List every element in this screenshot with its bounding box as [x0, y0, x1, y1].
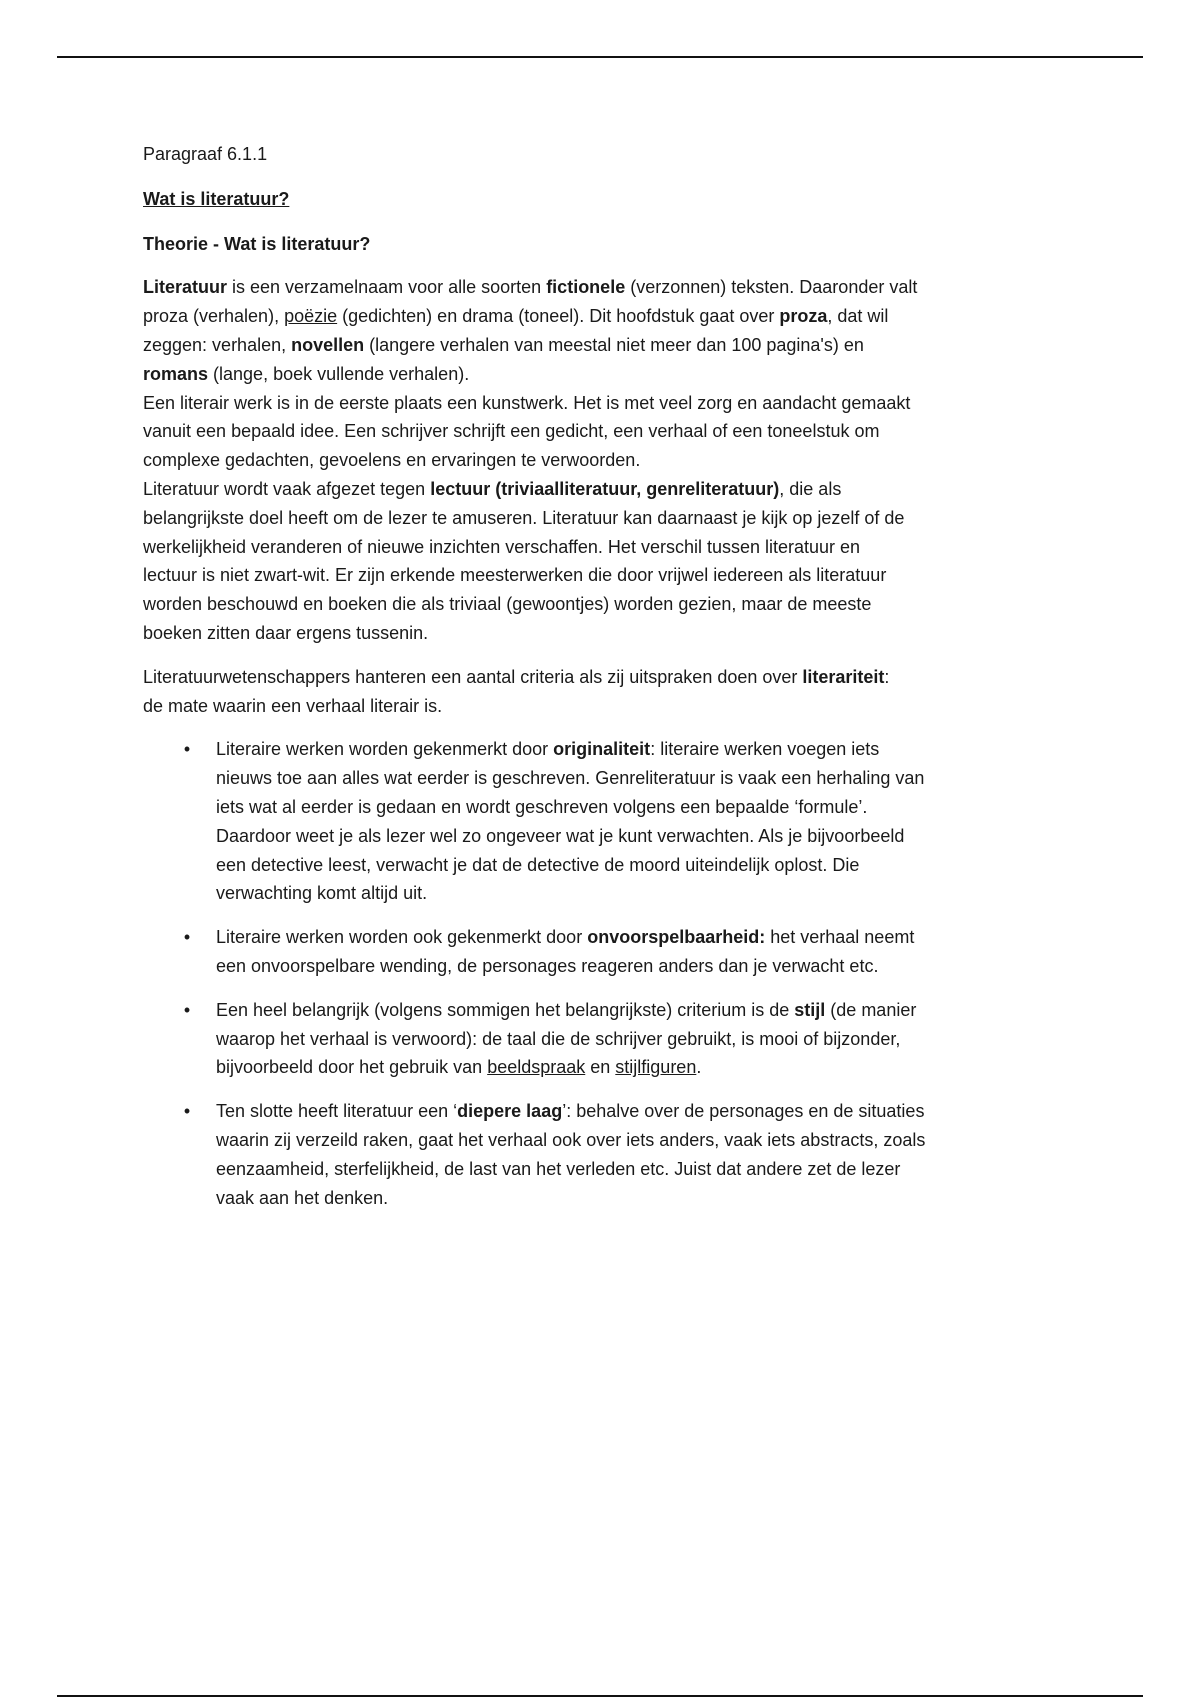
text-line: Een literair werk is in de eerste plaats een kunstwerk. Het is met veel zorg en aandacht gemaakt [143, 392, 911, 413]
text-run: (verzonnen) teksten. Daaronder valt [625, 277, 918, 298]
text-line [216, 1097, 1063, 1126]
criteria-intro-paragraph [143, 663, 1063, 721]
term-romans: romans [143, 363, 209, 384]
header-rule [57, 56, 1143, 58]
text-run: is een verzamelnaam voor alle soorten [227, 277, 547, 298]
term-literatuur: Literatuur [143, 277, 228, 298]
text-run: Ten slotte heeft literatuur een ‘ [216, 1101, 458, 1122]
text-run: , dat wil [827, 306, 889, 327]
term-onvoorspelbaarheid: onvoorspelbaarheid: [587, 927, 766, 948]
text-run: en [585, 1057, 616, 1078]
text-run: : [884, 666, 890, 687]
footer-rule [57, 1695, 1143, 1697]
list-item-stijl [143, 996, 1063, 1082]
text-line [143, 360, 1063, 389]
text-line: Daardoor weet je als lezer wel zo ongeveer wat je kunt verwachten. Als je bijvoorbeeld [216, 825, 905, 846]
text-line [216, 996, 1063, 1025]
term-diepere-laag: diepere laag [457, 1101, 563, 1122]
term-stijl: stijl [794, 999, 826, 1020]
text-line [143, 331, 1063, 360]
text-line: de mate waarin een verhaal literair is. [143, 695, 443, 716]
text-run: . [696, 1057, 702, 1078]
text-run: (gedichten) en drama (toneel). Dit hoofdstuk gaat over [337, 306, 780, 327]
bullet-icon: • [183, 999, 191, 1020]
text-line: boeken zitten daar ergens tussenin. [143, 622, 429, 643]
text-run: zeggen: verhalen, [143, 334, 292, 355]
text-line [216, 1053, 1063, 1082]
text-line: vaak aan het denken. [216, 1187, 389, 1208]
term-originaliteit: originaliteit [553, 739, 651, 760]
text-run: (langere verhalen van meestal niet meer dan 100 pagina's) en [364, 334, 864, 355]
text-run: Literaire werken worden gekenmerkt door [216, 739, 554, 760]
document-body [143, 140, 1063, 1227]
text-line [143, 302, 1063, 331]
text-line [216, 923, 1063, 952]
text-line: verwachting komt altijd uit. [216, 883, 428, 904]
text-run: : literaire werken voegen iets [650, 739, 880, 760]
text-line: een detective leest, verwacht je dat de detective de moord uiteindelijk oplost. Die [216, 854, 860, 875]
bullet-icon: • [183, 927, 191, 948]
bullet-icon: • [183, 1101, 191, 1122]
text-line: complexe gedachten, gevoelens en ervaringen te verwoorden. [143, 450, 641, 471]
text-run: Literaire werken worden ook gekenmerkt door [216, 927, 588, 948]
text-line: nieuws toe aan alles wat eerder is geschreven. Genreliteratuur is vaak een herhaling van [216, 768, 925, 789]
text-line: eenzaamheid, sterfelijkheid, de last van het verleden etc. Juist dat andere zet de lezer [216, 1158, 901, 1179]
text-line [143, 475, 1063, 504]
text-line: iets wat al eerder is gedaan en wordt geschreven volgens een bepaalde ‘formule’. [216, 796, 868, 817]
text-line: waarop het verhaal is verwoord): de taal die de schrijver gebruikt, is mooi of bijzonder, [216, 1028, 901, 1049]
bullet-icon: • [183, 739, 191, 760]
list-item-diepere-laag [143, 1097, 1063, 1212]
text-run: proza (verhalen), [143, 306, 285, 327]
term-lectuur: lectuur (triviaalliteratuur, genreliteratuur) [430, 478, 780, 499]
text-line: waarin zij verzeild raken, gaat het verhaal ook over iets anders, vaak iets abstracts, zoals [216, 1129, 926, 1150]
text-run: ’: behalve over de personages en de situaties [562, 1101, 925, 1122]
text-line [143, 663, 1063, 692]
criteria-list [143, 735, 1063, 1212]
link-stijlfiguren[interactable]: stijlfiguren [615, 1057, 697, 1078]
text-line [216, 735, 1063, 764]
link-beeldspraak[interactable]: beeldspraak [487, 1057, 586, 1078]
section-subtitle: Theorie - Wat is literatuur? [143, 233, 371, 254]
text-line: lectuur is niet zwart-wit. Er zijn erkende meesterwerken die door vrijwel iedereen als literatuur [143, 565, 887, 586]
text-run: (lange, boek vullende verhalen). [208, 363, 470, 384]
text-run: Literatuurwetenschappers hanteren een aantal criteria als zij uitspraken doen over [143, 666, 803, 687]
text-run: , die als [779, 478, 842, 499]
term-novellen: novellen [291, 334, 365, 355]
section-label: Paragraaf 6.1.1 [143, 144, 268, 164]
text-run: Literatuur wordt vaak afgezet tegen [143, 478, 431, 499]
text-line: worden beschouwd en boeken die als triviaal (gewoontjes) worden gezien, maar de meeste [143, 594, 872, 615]
text-line: belangrijkste doel heeft om de lezer te amuseren. Literatuur kan daarnaast je kijk op jezelf of de [143, 507, 905, 528]
text-run: Een heel belangrijk (volgens sommigen het belangrijkste) criterium is de [216, 999, 795, 1020]
text-line [143, 273, 1063, 302]
text-run: het verhaal neemt [765, 927, 915, 948]
list-item-originaliteit [143, 735, 1063, 908]
page-title: Wat is literatuur? [143, 188, 290, 209]
link-poezie[interactable]: poëzie [284, 306, 338, 327]
list-item-onvoorspelbaarheid [143, 923, 1063, 981]
text-run: bijvoorbeeld door het gebruik van [216, 1057, 488, 1078]
intro-paragraph [143, 273, 1063, 647]
term-fictionele: fictionele [546, 277, 626, 298]
text-line: werkelijkheid veranderen of nieuwe inzichten verschaffen. Het verschil tussen literatuur en [143, 536, 861, 557]
text-run: (de manier [825, 999, 917, 1020]
term-proza: proza [779, 306, 828, 327]
text-line: vanuit een bepaald idee. Een schrijver schrijft een gedicht, een verhaal of een toneelstuk om [143, 421, 880, 442]
text-line: een onvoorspelbare wending, de personages reageren anders dan je verwacht etc. [216, 955, 879, 976]
term-literariteit: literariteit [802, 666, 885, 687]
